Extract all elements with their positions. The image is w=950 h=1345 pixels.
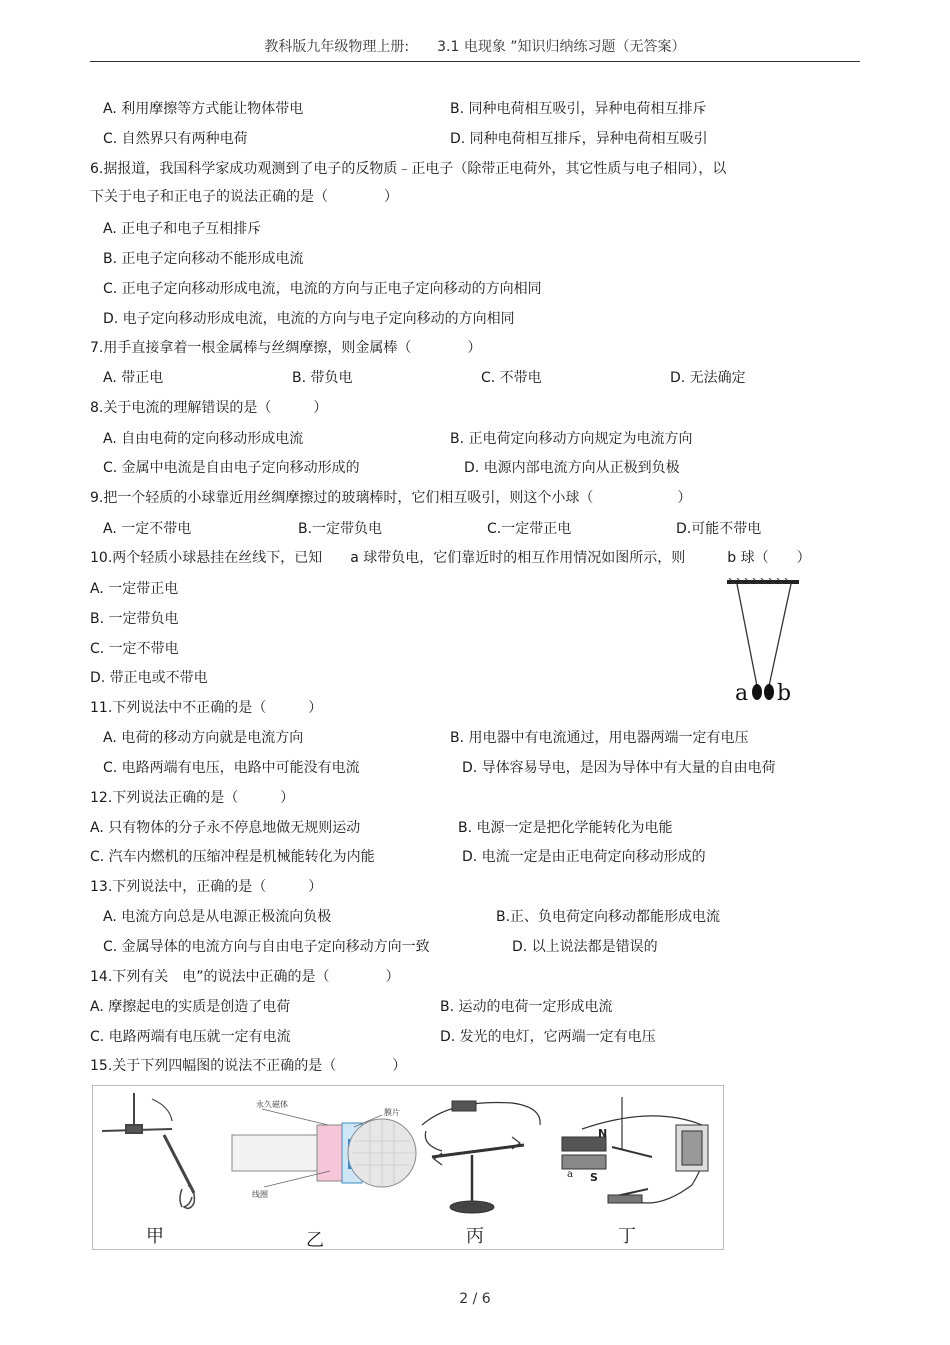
q15-label-jia: 甲 [146, 1226, 164, 1247]
q11-option-a: A. 电荷的移动方向就是电流方向 [103, 730, 304, 746]
q6-stem-line1: 6.据报道，我国科学家成功观测到了电子的反物质﹣正电子（除带正电荷外，其它性质与电子相同），以 [90, 161, 727, 177]
q10-option-d: D. 带正电或不带电 [90, 670, 208, 686]
q15-label-ding: 丁 [618, 1226, 636, 1247]
q10-hanging-balls-figure [725, 578, 805, 708]
svg-text:膜片: 膜片 [384, 1108, 400, 1117]
svg-text:S: S [590, 1171, 598, 1184]
q6-option-b: B. 正电子定向移动不能形成电流 [103, 251, 304, 267]
q11-option-b: B. 用电器中有电流通过，用电器两端一定有电压 [450, 730, 749, 746]
q13-option-a: A. 电流方向总是从电源正极流向负极 [103, 909, 332, 925]
q6-option-c: C. 正电子定向移动形成电流，电流的方向与正电子定向移动的方向相同 [103, 281, 542, 297]
q12-stem: 12.下列说法正确的是（ ） [90, 790, 295, 806]
q7-option-b: B. 带负电 [292, 370, 353, 386]
q9-stem: 9.把一个轻质的小球靠近用丝绸摩擦过的玻璃棒时，它们相互吸引，则这个小球（ ） [90, 490, 692, 506]
q13-stem: 13.下列说法中，正确的是（ ） [90, 879, 323, 895]
q12-option-d: D. 电流一定是由正电荷定向移动形成的 [462, 849, 706, 865]
q5-option-d: D. 同种电荷相互排斥，异种电荷相互吸引 [450, 131, 708, 147]
q15-label-yi: 乙 [306, 1230, 324, 1251]
q10-stem: 10.两个轻质小球悬挂在丝线下，已知 a 球带负电，它们靠近时的相互作用情况如图所示，则 b 球（ ） [90, 550, 811, 566]
q15-stem: 15.关于下列四幅图的说法不正确的是（ ） [90, 1058, 407, 1074]
svg-text:线圈: 线圈 [252, 1190, 268, 1199]
header-rule [90, 61, 860, 62]
q14-option-d: D. 发光的电灯，它两端一定有电压 [440, 1029, 656, 1045]
q9-option-b: B.一定带负电 [298, 521, 383, 537]
q8-option-a: A. 自由电荷的定向移动形成电流 [103, 431, 304, 447]
q9-option-a: A. 一定不带电 [103, 521, 192, 537]
q7-option-d: D. 无法确定 [670, 370, 746, 386]
q15-label-bing: 丙 [466, 1226, 484, 1247]
q8-option-d: D. 电源内部电流方向从正极到负极 [464, 460, 680, 476]
q10-option-c: C. 一定不带电 [90, 641, 179, 657]
q13-option-d: D. 以上说法都是错误的 [512, 939, 658, 955]
q14-stem: 14.下列有关 电”的说法中正确的是（ ） [90, 969, 400, 985]
q7-option-a: A. 带正电 [103, 370, 164, 386]
svg-text:a: a [735, 681, 749, 706]
q14-option-c: C. 电路两端有电压就一定有电流 [90, 1029, 291, 1045]
q6-option-d: D. 电子定向移动形成电流，电流的方向与电子定向移动的方向相同 [103, 311, 515, 327]
q5-option-c: C. 自然界只有两种电荷 [103, 131, 248, 147]
q8-option-c: C. 金属中电流是自由电子定向移动形成的 [103, 460, 360, 476]
q10-option-b: B. 一定带负电 [90, 611, 179, 627]
q5-option-a: A. 利用摩擦等方式能让物体带电 [103, 101, 304, 117]
q13-option-b: B.正、负电荷定向移动都能形成电流 [496, 909, 721, 925]
panel-ding-illustration [562, 1097, 708, 1203]
svg-text:b: b [777, 681, 792, 706]
svg-text:a: a [567, 1169, 573, 1180]
q11-option-d: D. 导体容易导电，是因为导体中有大量的自由电荷 [462, 760, 776, 776]
q14-option-a: A. 摩擦起电的实质是创造了电荷 [90, 999, 291, 1015]
q10-option-a: A. 一定带正电 [90, 581, 179, 597]
q11-option-c: C. 电路两端有电压，电路中可能没有电流 [103, 760, 360, 776]
q8-stem: 8.关于电流的理解错误的是（ ） [90, 400, 328, 416]
q8-option-b: B. 正电荷定向移动方向规定为电流方向 [450, 431, 693, 447]
q9-option-d: D.可能不带电 [676, 521, 762, 537]
q9-option-c: C.一定带正电 [487, 521, 572, 537]
q6-option-a: A. 正电子和电子互相排斥 [103, 221, 262, 237]
q5-option-b: B. 同种电荷相互吸引，异种电荷相互排斥 [450, 101, 707, 117]
q7-option-c: C. 不带电 [481, 370, 542, 386]
q12-option-a: A. 只有物体的分子永不停息地做无规则运动 [90, 820, 361, 836]
q12-option-b: B. 电源一定是把化学能转化为电能 [458, 820, 673, 836]
page-number: 2 / 6 [459, 1291, 491, 1307]
panel-jia-illustration [102, 1093, 194, 1208]
panel-yi-illustration [232, 1099, 416, 1199]
q6-stem-line2: 下关于电子和正电子的说法正确的是（ ） [90, 189, 398, 205]
svg-text:永久磁体: 永久磁体 [256, 1100, 288, 1109]
q12-option-c: C. 汽车内燃机的压缩冲程是机械能转化为内能 [90, 849, 375, 865]
page-header: 教科版九年级物理上册: 3.1 电现象 ”知识归纳练习题（无答案） [264, 39, 686, 55]
q7-stem: 7.用手直接拿着一根金属棒与丝绸摩擦，则金属棒（ ） [90, 340, 482, 356]
svg-text:N: N [598, 1127, 608, 1140]
q11-stem: 11.下列说法中不正确的是（ ） [90, 700, 323, 716]
q14-option-b: B. 运动的电荷一定形成电流 [440, 999, 613, 1015]
q13-option-c: C. 金属导体的电流方向与自由电子定向移动方向一致 [103, 939, 430, 955]
panel-bing-illustration [422, 1101, 540, 1213]
